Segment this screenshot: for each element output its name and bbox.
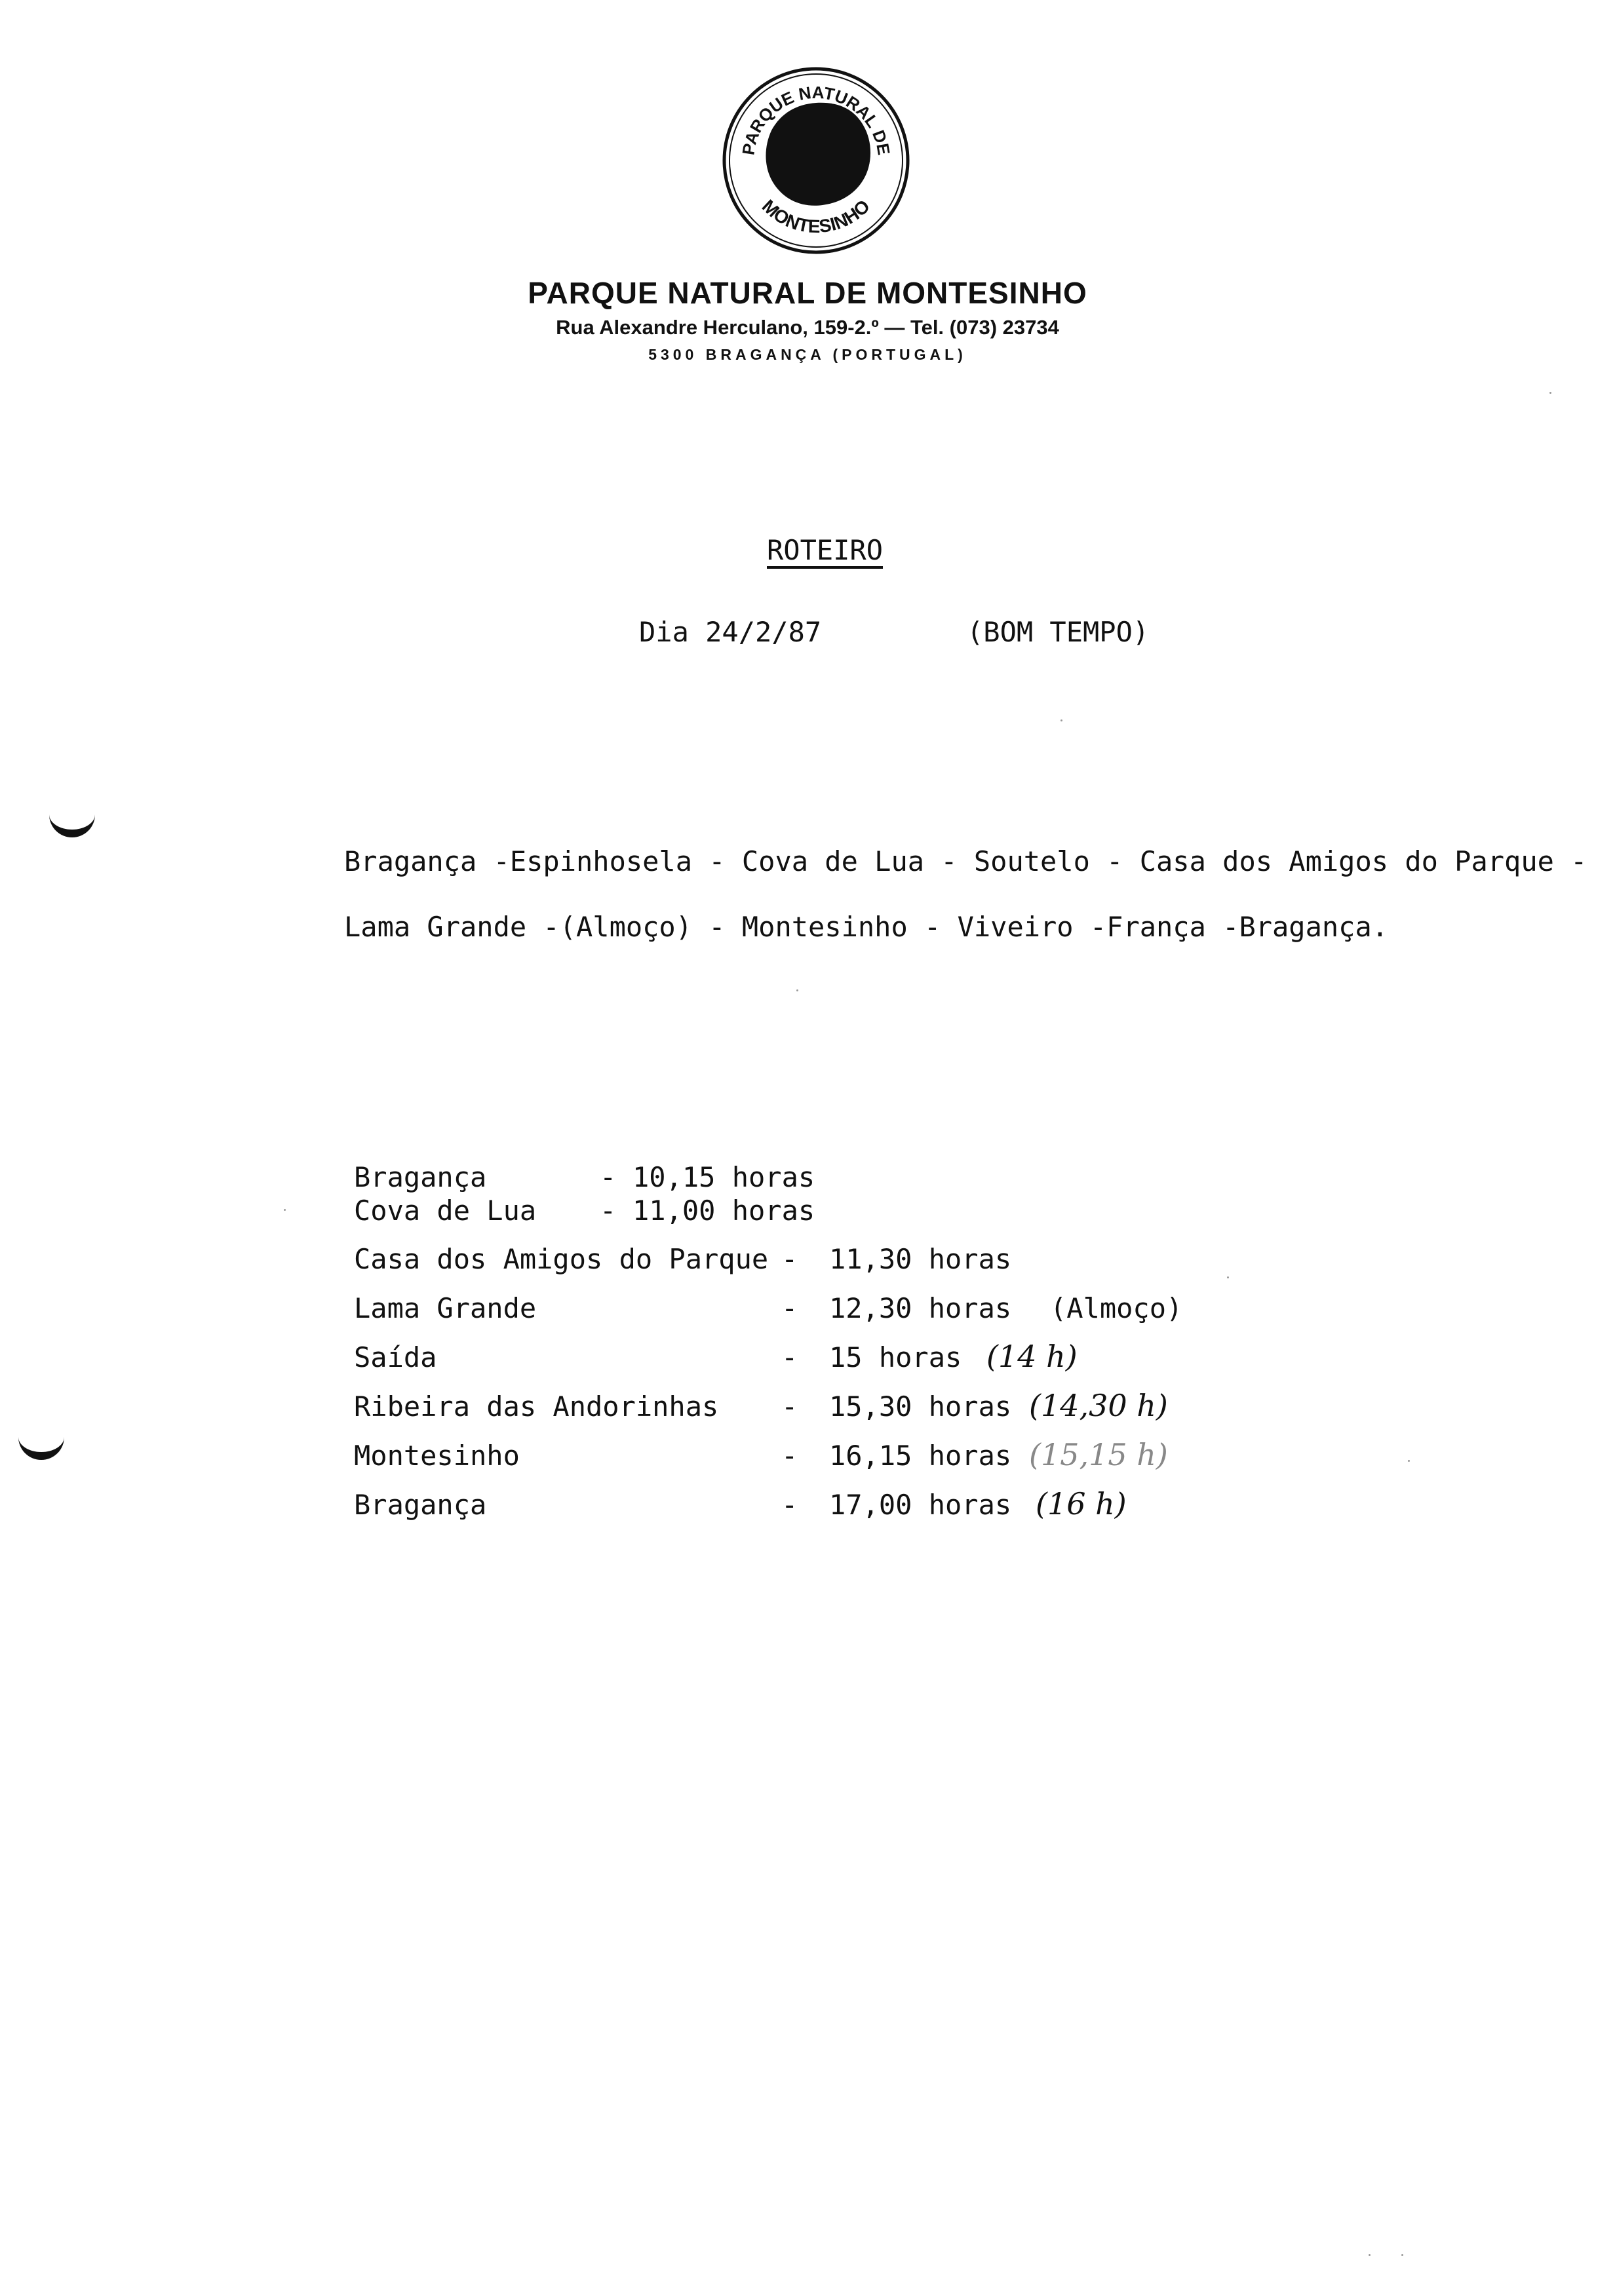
route-line-2: Lama Grande -(Almoço) - Montesinho - Viveiro -França -Bragança. — [344, 911, 1389, 943]
schedule-dash: - — [781, 1390, 798, 1423]
punch-hole-mark — [18, 1427, 64, 1460]
scan-speck — [796, 989, 798, 991]
schedule-time: 12,30 horas — [829, 1292, 1012, 1324]
schedule-time: 15 horas — [829, 1341, 962, 1373]
route-line-1: Bragança -Espinhosela - Cova de Lua - Soutelo - Casa dos Amigos do Parque - — [344, 845, 1587, 877]
schedule-place: Bragança — [354, 1161, 487, 1193]
schedule-time: 15,30 horas — [829, 1390, 1012, 1423]
schedule-time: 11,00 horas — [632, 1195, 815, 1227]
schedule-place: Lama Grande — [354, 1292, 537, 1324]
organization-city: 5300 BRAGANÇA (PORTUGAL) — [648, 346, 967, 363]
schedule-dash: - — [781, 1292, 798, 1324]
schedule-place: Montesinho — [354, 1440, 520, 1472]
schedule-place: Saída — [354, 1341, 437, 1373]
handwritten-note: (15,15 h) — [1029, 1437, 1168, 1472]
scan-speck — [1401, 2254, 1403, 2256]
schedule-time: 16,15 horas — [829, 1440, 1012, 1472]
handwritten-note: (14,30 h) — [1029, 1388, 1168, 1423]
organization-address: Rua Alexandre Herculano, 159-2.º — Tel. (073) 23734 — [556, 316, 1059, 339]
schedule-dash: - — [781, 1341, 798, 1373]
schedule-time: 10,15 horas — [632, 1161, 815, 1193]
schedule-dash: - — [781, 1489, 798, 1521]
park-logo-seal — [718, 62, 914, 259]
logo-top-text: PARQUE NATURAL DE — [738, 82, 894, 157]
schedule-time: 17,00 horas — [829, 1489, 1012, 1521]
scan-speck — [1549, 392, 1551, 394]
handwritten-note: (16 h) — [1036, 1486, 1127, 1521]
scan-speck — [284, 1209, 286, 1211]
scan-speck — [1408, 1460, 1410, 1462]
scan-speck — [1369, 2254, 1371, 2256]
schedule-place: Bragança — [354, 1489, 487, 1521]
schedule-extra: (Almoço) — [1050, 1292, 1183, 1324]
schedule-dash: - — [781, 1243, 798, 1275]
schedule-row — [354, 1486, 1403, 1649]
schedule-dash: - — [600, 1161, 617, 1193]
schedule-time: 11,30 horas — [829, 1243, 1012, 1275]
document-title: ROTEIRO — [767, 534, 884, 566]
schedule-place: Cova de Lua — [354, 1195, 537, 1227]
handwritten-note: (14 h) — [986, 1339, 1078, 1374]
scan-speck — [1060, 719, 1062, 721]
punch-hole-mark — [49, 805, 95, 837]
scan-speck — [1227, 1276, 1229, 1278]
schedule-dash: - — [781, 1440, 798, 1472]
schedule-place: Casa dos Amigos do Parque — [354, 1243, 769, 1275]
organization-name: PARQUE NATURAL DE MONTESINHO — [528, 276, 1087, 310]
logo-bottom-text: MONTESINHO — [758, 195, 874, 237]
schedule-dash: - — [600, 1195, 617, 1227]
weather-note: (BOM TEMPO) — [967, 616, 1150, 648]
trip-date: Dia 24/2/87 — [639, 616, 822, 648]
schedule-place: Ribeira das Andorinhas — [354, 1390, 719, 1423]
